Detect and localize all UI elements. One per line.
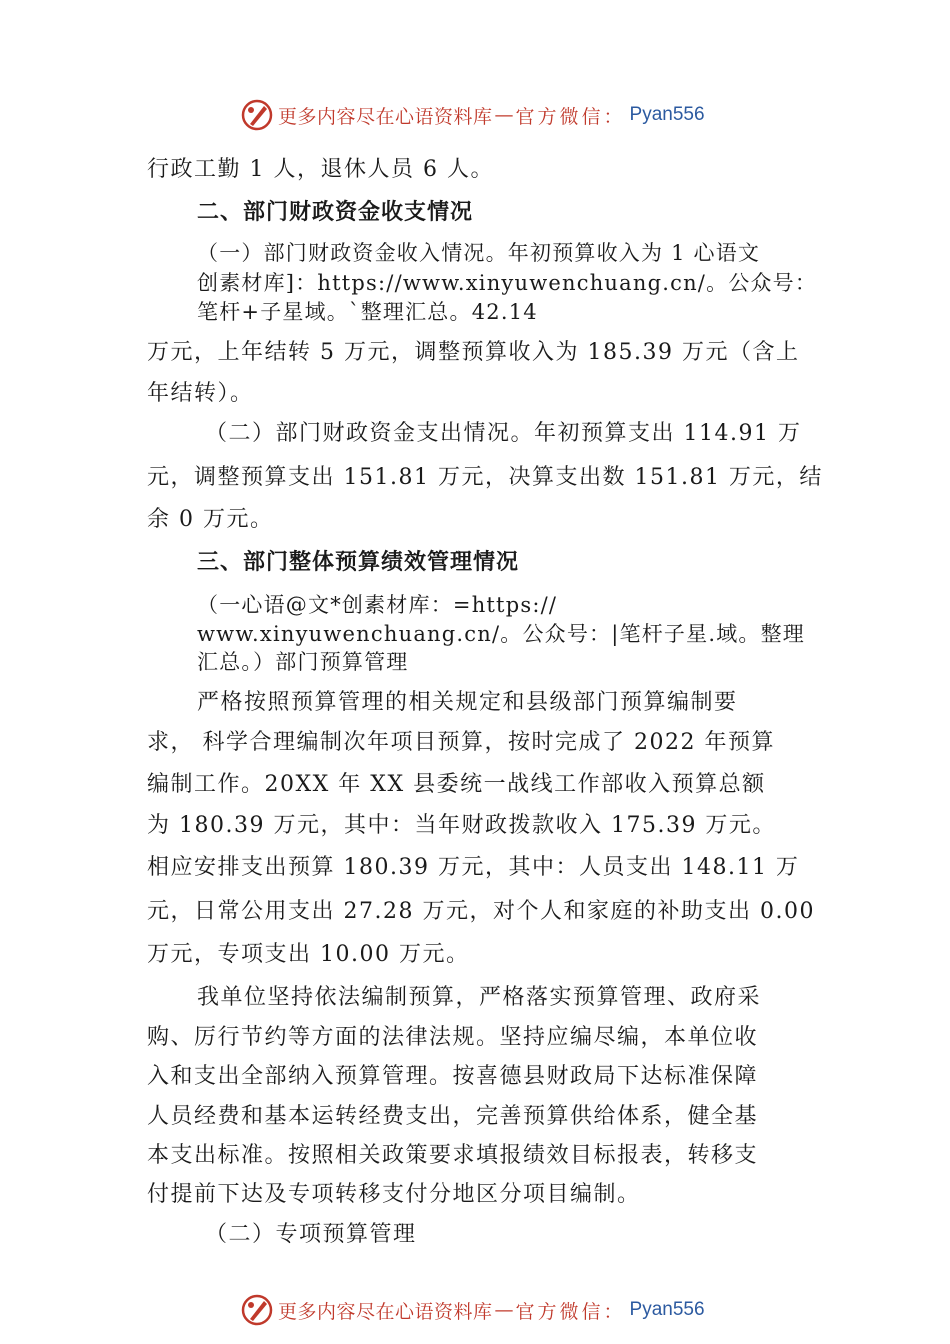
text-line: 汇总。）部门预算管理 (197, 650, 409, 674)
text-line: （二）部门财政资金支出情况。年初预算支出 114.91 万 (205, 421, 802, 446)
banner-wechat-id: Pyan556 (629, 104, 705, 125)
text-line: 年结转）。 (147, 381, 254, 406)
text-line: 求， 科学合理编制次年项目预算，按时完成了 2022 年预算 (147, 730, 775, 755)
text-line: 严格按照预算管理的相关规定和县级部门预算编制要 (197, 690, 738, 715)
banner-title: 更多内容尽在心语资料库 (278, 1300, 493, 1323)
text-line: （一）部门财政资金收入情况。年初预算收入为 1 心语文 (197, 241, 761, 265)
text-line: （二）专项预算管理 (205, 1222, 417, 1247)
text-line: 元，日常公用支出 27.28 万元，对个人和家庭的补助支出 0.00 (147, 899, 815, 924)
section-heading: 三、部门整体预算绩效管理情况 (197, 550, 520, 575)
footer-banner (240, 1292, 760, 1328)
text-line: 元，调整预算支出 151.81 万元，决算支出数 151.81 万元，结 (147, 465, 823, 490)
section-heading: 二、部门财政资金收支情况 (197, 200, 474, 225)
banner-dash: — (494, 1299, 514, 1321)
text-line: 笔杆+子星域。`整理汇总。42.14 (197, 300, 538, 324)
pen-logo-icon (240, 98, 274, 132)
banner-wechat-label: 官方微信： (515, 105, 626, 128)
text-line: 人员经费和基本运转经费支出，完善预算供给体系，健全基 (147, 1104, 759, 1129)
text-line: 相应安排支出预算 180.39 万元，其中：人员支出 148.11 万 (147, 855, 800, 880)
text-line: 购、厉行节约等方面的法律法规。坚持应编尽编，本单位收 (147, 1025, 759, 1050)
text-line: 万元，专项支出 10.00 万元。 (147, 942, 470, 967)
banner-wechat-label: 官方微信： (515, 1300, 626, 1323)
text-line: 本支出标准。按照相关政策要求填报绩效目标报表，转移支 (147, 1143, 759, 1168)
text-line: （一心语@文*创素材库：=https:// (197, 593, 558, 617)
text-line: 余 0 万元。 (147, 507, 274, 532)
text-line: 为 180.39 万元，其中：当年财政拨款收入 175.39 万元。 (147, 813, 776, 838)
text-line: 付提前下达及专项转移支付分地区分项目编制。 (147, 1182, 641, 1207)
header-banner (240, 97, 760, 133)
text-line: www.xinyuwenchuang.cn/。公众号：|笔杆子星.域。整理 (197, 622, 805, 646)
banner-dash: — (494, 104, 514, 126)
text-line: 我单位坚持依法编制预算，严格落实预算管理、政府采 (197, 985, 762, 1010)
text-line: 万元，上年结转 5 万元，调整预算收入为 185.39 万元（含上 (147, 340, 800, 365)
text-line: 编制工作。20XX 年 XX 县委统一战线工作部收入预算总额 (147, 772, 766, 797)
text-line: 入和支出全部纳入预算管理。按喜德县财政局下达标准保障 (147, 1064, 759, 1089)
text-line: 行政工勤 1 人，退休人员 6 人。 (147, 157, 494, 182)
text-line: 创素材库]：https://www.xinyuwenchuang.cn/。公众号： (197, 271, 818, 295)
banner-title: 更多内容尽在心语资料库 (278, 105, 493, 128)
pen-logo-icon (240, 1293, 274, 1327)
banner-wechat-id: Pyan556 (629, 1299, 705, 1320)
